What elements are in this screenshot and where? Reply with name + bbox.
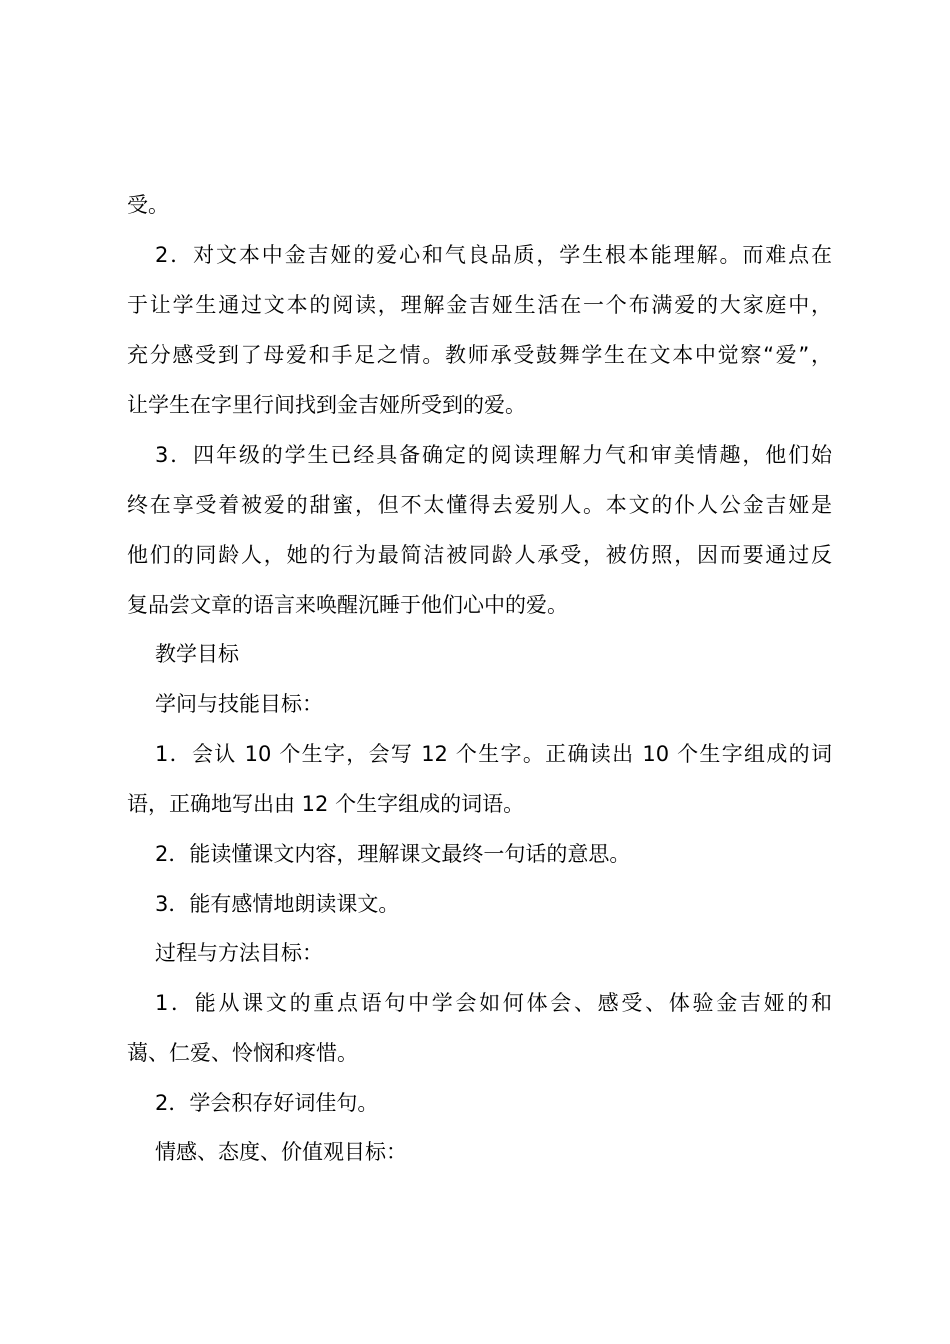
text-line: 受。 [127, 193, 169, 217]
text-line: 复品尝文章的语言来唤醒沉睡于他们心中的爱。 [127, 593, 568, 617]
text-line: 2．能读懂课文内容，理解课文最终一句话的意思。 [155, 842, 631, 866]
text-line: 3．四年级的学生已经具备确定的阅读理解力气和审美情趣，他们始 [155, 443, 832, 467]
section-heading: 教学目标 [155, 642, 239, 666]
subsection-heading: 学问与技能目标： [155, 692, 323, 716]
text-line: 蔼、仁爱、怜悯和疼惜。 [127, 1041, 358, 1065]
text-line: 于让学生通过文本的阅读，理解金吉娅生活在一个布满爱的大家庭中， [127, 293, 832, 317]
subsection-heading: 过程与方法目标： [155, 941, 323, 965]
text-line: 终在享受着被爱的甜蜜，但不太懂得去爱别人。本文的仆人公金吉娅是 [127, 493, 832, 517]
text-line: 1．能从课文的重点语句中学会如何体会、感受、体验金吉娅的和 [155, 991, 832, 1015]
text-line: 2．学会积存好词佳句。 [155, 1091, 379, 1115]
text-line: 让学生在字里行间找到金吉娅所受到的爱。 [127, 393, 526, 417]
text-line: 语，正确地写出由 12 个生字组成的词语。 [127, 792, 525, 816]
text-line: 1．会认 10 个生字，会写 12 个生字。正确读出 10 个生字组成的词 [155, 742, 832, 766]
text-line: 他们的同龄人，她的行为最简洁被同龄人承受，被仿照，因而要通过反 [127, 543, 832, 567]
text-line: 3．能有感情地朗读课文。 [155, 892, 400, 916]
subsection-heading: 情感、态度、价值观目标： [155, 1140, 407, 1164]
text-line: 充分感受到了母爱和手足之情。教师承受鼓舞学生在文本中觉察“爱”， [127, 343, 832, 367]
text-line: 2．对文本中金吉娅的爱心和气良品质，学生根本能理解。而难点在 [155, 243, 832, 267]
